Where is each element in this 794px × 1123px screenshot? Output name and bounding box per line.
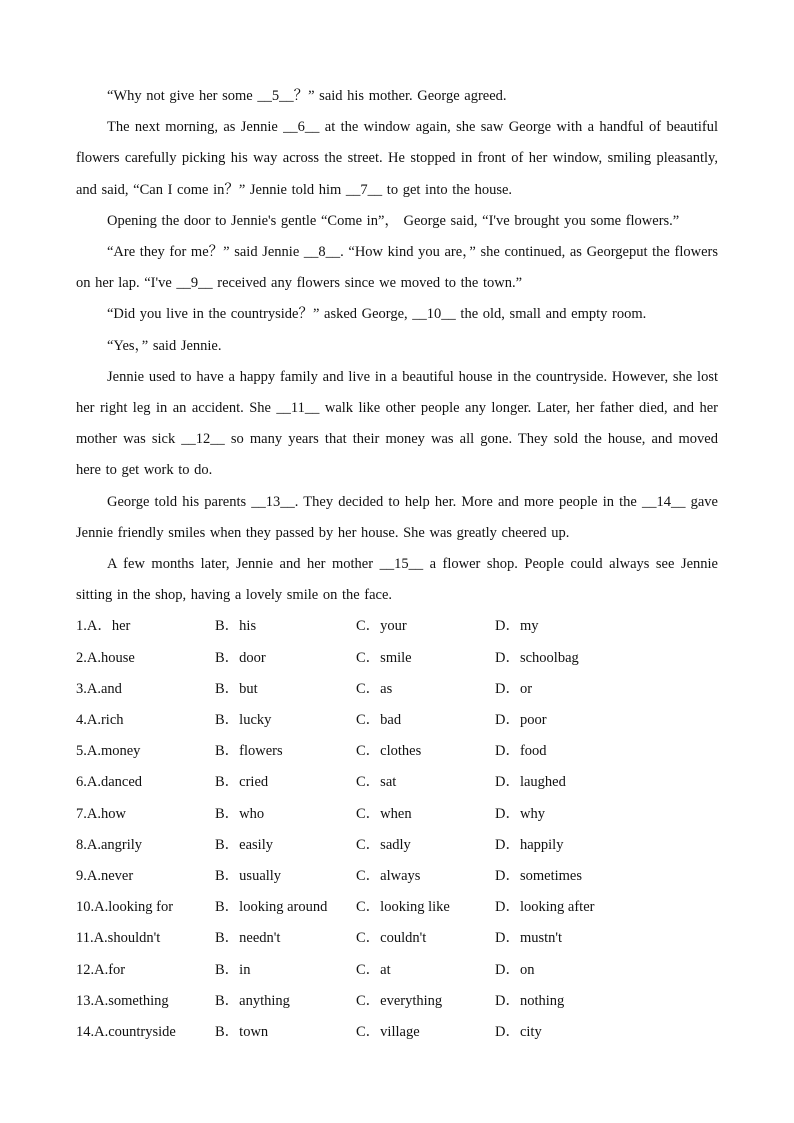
option-a: 14.A.countryside <box>76 1023 176 1040</box>
passage-paragraph: “Why not give her some __5__？” said his mother. George agreed. <box>107 88 507 104</box>
option-a: 12.A.for <box>76 961 126 978</box>
option-d: D．sometimes <box>495 867 582 884</box>
option-d: D．mustn't <box>495 930 563 947</box>
option-d: D．on <box>495 961 535 978</box>
option-a: 1.A．her <box>76 618 131 635</box>
option-c: C．when <box>356 805 412 822</box>
option-b: B．his <box>215 618 257 635</box>
option-d: D．why <box>495 805 545 822</box>
option-d: D．looking after <box>495 899 595 916</box>
passage-paragraph: Jennie used to have a happy family and live in a beautiful house in the countryside. However, she lost her right leg in an accident. She __11__ walk like other people any longer. Later, her father died, and her mother was sick __12__ so many years that their money was all gone. They sold the house, and moved here to get work to do. <box>76 368 718 479</box>
option-c: C．everything <box>356 992 443 1009</box>
option-d: D．poor <box>495 712 547 729</box>
option-d: D．city <box>495 1023 542 1040</box>
option-d: D．nothing <box>495 992 565 1009</box>
option-d: D．schoolbag <box>495 649 579 666</box>
option-b: B．town <box>215 1023 269 1040</box>
question-options-row <box>76 611 718 642</box>
question-options-row <box>76 923 718 954</box>
question-options-row <box>76 861 718 892</box>
option-c: C．looking like <box>356 899 450 916</box>
question-options-row <box>76 892 718 923</box>
option-a: 13.A.something <box>76 992 169 1009</box>
passage-paragraph: George told his parents __13__. They decided to help her. More and more people in the __14__ gave Jennie friendly smiles when they passed by her house. She was greatly cheered up. <box>76 493 718 541</box>
question-options-row <box>76 830 718 861</box>
option-c: C．bad <box>356 712 402 729</box>
passage-paragraph: “Did you live in the countryside？” asked George, __10__ the old, small and empty room. <box>107 306 647 323</box>
passage-paragraph: “Are they for me？” said Jennie __8__. “How kind you are，” she continued, as Georgeput the flowers on her lap. “I've __9__ received any flowers since we moved to the town.” <box>76 244 718 292</box>
option-a: 9.A.never <box>76 867 134 884</box>
option-b: B．who <box>215 805 265 822</box>
option-b: B．needn't <box>215 930 281 947</box>
question-options-row <box>76 643 718 674</box>
option-b: B．door <box>215 649 266 666</box>
option-a: 11.A.shouldn't <box>76 930 161 947</box>
option-d: D．happily <box>495 836 564 853</box>
option-b: B．looking around <box>215 899 328 916</box>
option-c: C．smile <box>356 649 412 666</box>
question-options-row <box>76 955 718 986</box>
passage-paragraph: A few months later, Jennie and her mother __15__ a flower shop. People could always see Jennie sitting in the shop, having a lovely smile on the face. <box>76 556 718 604</box>
option-d: D．or <box>495 680 533 697</box>
option-c: C．village <box>356 1023 420 1040</box>
option-b: B．lucky <box>215 712 272 729</box>
passage-paragraph: “Yes，” said Jennie. <box>107 337 222 354</box>
option-a: 4.A.rich <box>76 712 124 729</box>
option-b: B．flowers <box>215 743 283 760</box>
option-d: D．laughed <box>495 774 566 791</box>
option-c: C．couldn't <box>356 930 427 947</box>
option-b: B．cried <box>215 774 269 791</box>
passage-paragraph: The next morning, as Jennie __6__ at the window again, she saw George with a handful of beautiful flowers carefully picking his way across the street. He stopped in front of her window, smiling pleasantly, and said, “Can I come in？” Jennie told him __7__ to get into the house. <box>76 119 718 198</box>
question-options-row <box>76 736 718 767</box>
option-c: C．clothes <box>356 743 422 760</box>
option-c: C．sat <box>356 774 397 791</box>
option-b: B．usually <box>215 867 282 884</box>
option-c: C．at <box>356 961 391 978</box>
option-c: C．as <box>356 680 393 697</box>
option-b: B．anything <box>215 992 290 1009</box>
option-a: 6.A.danced <box>76 774 143 791</box>
question-options-row <box>76 705 718 736</box>
option-a: 10.A.looking for <box>76 899 174 916</box>
question-options-row <box>76 799 718 830</box>
reading-passage <box>76 81 718 611</box>
option-d: D．my <box>495 618 539 635</box>
option-d: D．food <box>495 743 547 760</box>
question-options-row <box>76 986 718 1017</box>
document-page <box>76 81 718 1048</box>
question-options-row <box>76 767 718 798</box>
option-a: 8.A.angrily <box>76 836 143 853</box>
option-b: B．but <box>215 680 258 697</box>
option-b: B．in <box>215 961 251 978</box>
option-c: C．your <box>356 618 407 635</box>
option-c: C．always <box>356 867 421 884</box>
option-a: 2.A.house <box>76 649 135 666</box>
option-a: 7.A.how <box>76 805 126 822</box>
option-a: 5.A.money <box>76 743 141 760</box>
passage-paragraph: Opening the door to Jennie's gentle “Come in”， George said, “I've brought you some flowers.” <box>107 212 680 229</box>
option-b: B．easily <box>215 836 273 853</box>
question-options-row <box>76 674 718 705</box>
question-options-row <box>76 1017 718 1048</box>
answer-options <box>76 611 718 1048</box>
option-c: C．sadly <box>356 836 411 853</box>
option-a: 3.A.and <box>76 680 122 697</box>
